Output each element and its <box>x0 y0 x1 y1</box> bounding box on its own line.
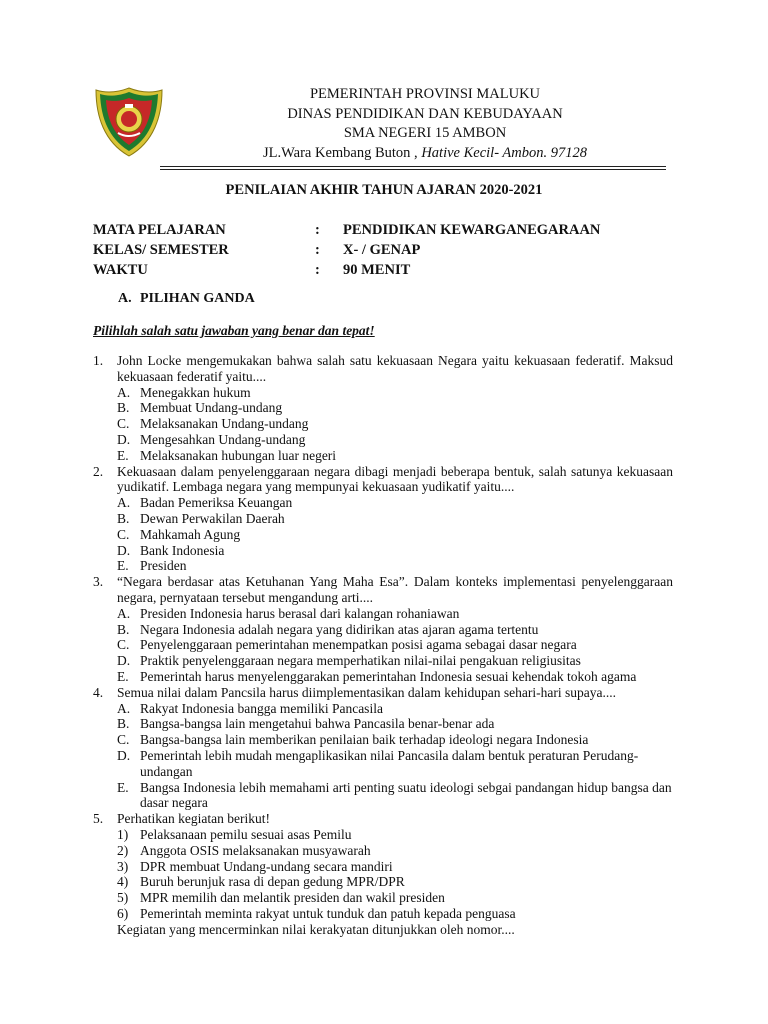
school-emblem-logo <box>94 86 164 158</box>
info-key: KELAS/ SEMESTER <box>93 242 229 258</box>
option-label: B. <box>117 510 130 526</box>
option-label: D. <box>117 653 131 669</box>
question-number: 4. <box>93 684 104 700</box>
statement-item <box>117 859 673 875</box>
answer-option <box>117 385 673 401</box>
option-text: Negara Indonesia adalah negara yang didirikan atas ajaran agama tertentu <box>140 621 539 637</box>
option-text: Mengesahkan Undang-undang <box>140 431 306 447</box>
option-text: Praktik penyelenggaraan negara memperhatikan nilai-nilai pengakuan religiusitas <box>140 653 581 669</box>
option-label: E. <box>117 447 129 463</box>
question-number: 2. <box>93 463 104 479</box>
option-label: D. <box>117 747 131 763</box>
question-text: John Locke mengemukakan bahwa salah satu kekuasaan Negara yaitu kekuasaan federatif. Maksud kekuasaan federatif yaitu.... <box>117 353 673 384</box>
option-text: Membuat Undang-undang <box>140 400 283 416</box>
answer-option <box>117 432 673 448</box>
question-text: Semua nilai dalam Pancsila harus diimplementasikan dalam kehidupan sehari-hari supaya.... <box>117 684 616 700</box>
option-text: Badan Pemeriksa Keuangan <box>140 495 293 511</box>
section-heading <box>118 291 255 307</box>
option-text: Dewan Perwakilan Daerah <box>140 510 285 526</box>
statement-label: 6) <box>117 905 129 921</box>
header-department: DINAS PENDIDIKAN DAN KEBUDAYAAN <box>287 106 563 122</box>
info-colon: : <box>315 222 320 238</box>
option-text: Melaksanakan hubungan luar negeri <box>140 447 337 463</box>
statement-item <box>117 890 673 906</box>
option-label: B. <box>117 400 130 416</box>
answer-option <box>117 637 673 653</box>
header-school-name: SMA NEGERI 15 AMBON <box>343 125 507 141</box>
option-text: Bank Indonesia <box>140 542 225 558</box>
statement-label: 5) <box>117 890 129 906</box>
option-label: A. <box>117 700 131 716</box>
header-divider-bottom <box>160 169 666 170</box>
section-label: PILIHAN GANDA <box>140 291 255 306</box>
header-address <box>250 145 600 162</box>
option-label: A. <box>117 605 131 621</box>
option-label: E. <box>117 668 129 684</box>
option-label: A. <box>117 495 131 511</box>
answer-option <box>117 653 673 669</box>
answer-option <box>117 701 673 717</box>
statement-label: 2) <box>117 842 129 858</box>
option-label: B. <box>117 716 130 732</box>
question-list <box>93 353 673 937</box>
question-text: “Negara berdasar atas Ketuhanan Yang Maha Esa”. Dalam konteks implementasi penyelenggaraan negara, pernyataan tersebut mengandung arti.... <box>117 574 673 605</box>
question-text: Perhatikan kegiatan berikut! <box>117 811 270 827</box>
statement-label: 3) <box>117 858 129 874</box>
statement-text: MPR memilih dan melantik presiden dan wakil presiden <box>140 890 445 906</box>
question-number: 5. <box>93 811 104 827</box>
option-text: Rakyat Indonesia bangga memiliki Pancasila <box>140 700 383 716</box>
answer-option <box>117 543 673 559</box>
option-text: Pemerintah harus menyelenggarakan pemerintahan Indonesia sesuai kehendak tokoh agama <box>140 668 637 684</box>
question-item <box>93 353 673 464</box>
answer-option <box>117 416 673 432</box>
info-value: X- / GENAP <box>343 242 421 258</box>
option-label: C. <box>117 526 130 542</box>
statement-item <box>117 874 673 890</box>
question-item <box>93 574 673 685</box>
statement-text: Buruh berunjuk rasa di depan gedung MPR/DPR <box>140 874 405 890</box>
statement-text: Pemerintah meminta rakyat untuk tunduk dan patuh kepada penguasa <box>140 905 516 921</box>
info-key: MATA PELAJARAN <box>93 222 226 238</box>
question-item <box>93 464 673 575</box>
statement-label: 1) <box>117 826 129 842</box>
answer-option <box>117 558 673 574</box>
statement-item <box>117 827 673 843</box>
info-colon: : <box>315 242 320 258</box>
option-label: B. <box>117 621 130 637</box>
question-number: 1. <box>93 353 104 368</box>
answer-option <box>117 448 673 464</box>
section-number: A. <box>118 291 132 306</box>
info-colon: : <box>315 262 320 278</box>
answer-option <box>117 606 673 622</box>
option-label: D. <box>117 542 131 558</box>
option-label: C. <box>117 416 130 432</box>
answer-option <box>117 716 673 732</box>
address-city: Hative Kecil- Ambon. 97128 <box>421 145 587 161</box>
info-value: PENDIDIKAN KEWARGANEGARAAN <box>343 222 601 238</box>
question-item <box>93 685 673 811</box>
option-text: Bangsa-bangsa lain mengetahui bahwa Pancasila benar-benar ada <box>140 716 495 732</box>
instruction-text: Pilihlah salah satu jawaban yang benar dan tepat! <box>93 323 375 338</box>
exam-title: PENILAIAN AKHIR TAHUN AJARAN 2020-2021 <box>225 182 543 198</box>
option-text: Penyelenggaraan pemerintahan menempatkan posisi agama sebagai dasar negara <box>140 637 577 653</box>
option-text: Menegakkan hukum <box>140 384 251 400</box>
statement-label: 4) <box>117 874 129 890</box>
option-label: D. <box>117 431 131 447</box>
question-text: Kekuasaan dalam penyelenggaraan negara dibagi menjadi beberapa bentuk, salah satunya kekuasaan yudikatif. Lembaga negara yang mempunyai kekuasaan yudikatif yaitu.... <box>117 463 673 495</box>
question-closing-text: Kegiatan yang mencerminkan nilai kerakyatan ditunjukkan oleh nomor.... <box>117 921 515 937</box>
option-text: Bangsa Indonesia lebih memahami arti penting suatu ideologi sebgai pandangan hidup bangsa dan dasar negara <box>140 779 672 811</box>
header-divider-top <box>160 166 666 167</box>
statement-text: Pelaksanaan pemilu sesuai asas Pemilu <box>140 826 352 842</box>
answer-option <box>117 622 673 638</box>
option-label: C. <box>117 732 130 748</box>
statement-text: Anggota OSIS melaksanakan musyawarah <box>140 842 371 858</box>
info-value: 90 MENIT <box>343 262 411 278</box>
question-number: 3. <box>93 574 104 590</box>
answer-option <box>117 669 673 685</box>
statement-item <box>117 906 673 922</box>
question-item <box>93 811 673 937</box>
answer-option <box>117 400 673 416</box>
option-label: C. <box>117 637 130 653</box>
option-text: Melaksanakan Undang-undang <box>140 416 309 432</box>
option-text: Presiden Indonesia harus berasal dari kalangan rohaniawan <box>140 605 460 621</box>
option-label: A. <box>117 384 131 400</box>
answer-option <box>117 527 673 543</box>
info-key: WAKTU <box>93 262 148 278</box>
header-government: PEMERINTAH PROVINSI MALUKU <box>309 86 541 102</box>
answer-option <box>117 732 673 748</box>
statement-item <box>117 843 673 859</box>
answer-option <box>117 748 673 780</box>
option-label: E. <box>117 558 129 574</box>
answer-option <box>117 495 673 511</box>
address-street: JL.Wara Kembang Buton , <box>263 145 418 161</box>
option-text: Pemerintah lebih mudah mengaplikasikan nilai Pancasila dalam bentuk peraturan Perudang-undangan <box>140 747 639 779</box>
answer-option <box>117 780 673 812</box>
answer-option <box>117 511 673 527</box>
option-text: Bangsa-bangsa lain memberikan penilaian baik terhadap ideologi negara Indonesia <box>140 732 589 748</box>
option-text: Mahkamah Agung <box>140 526 241 542</box>
option-text: Presiden <box>140 558 187 574</box>
option-label: E. <box>117 779 129 795</box>
statement-text: DPR membuat Undang-undang secara mandiri <box>140 858 393 874</box>
